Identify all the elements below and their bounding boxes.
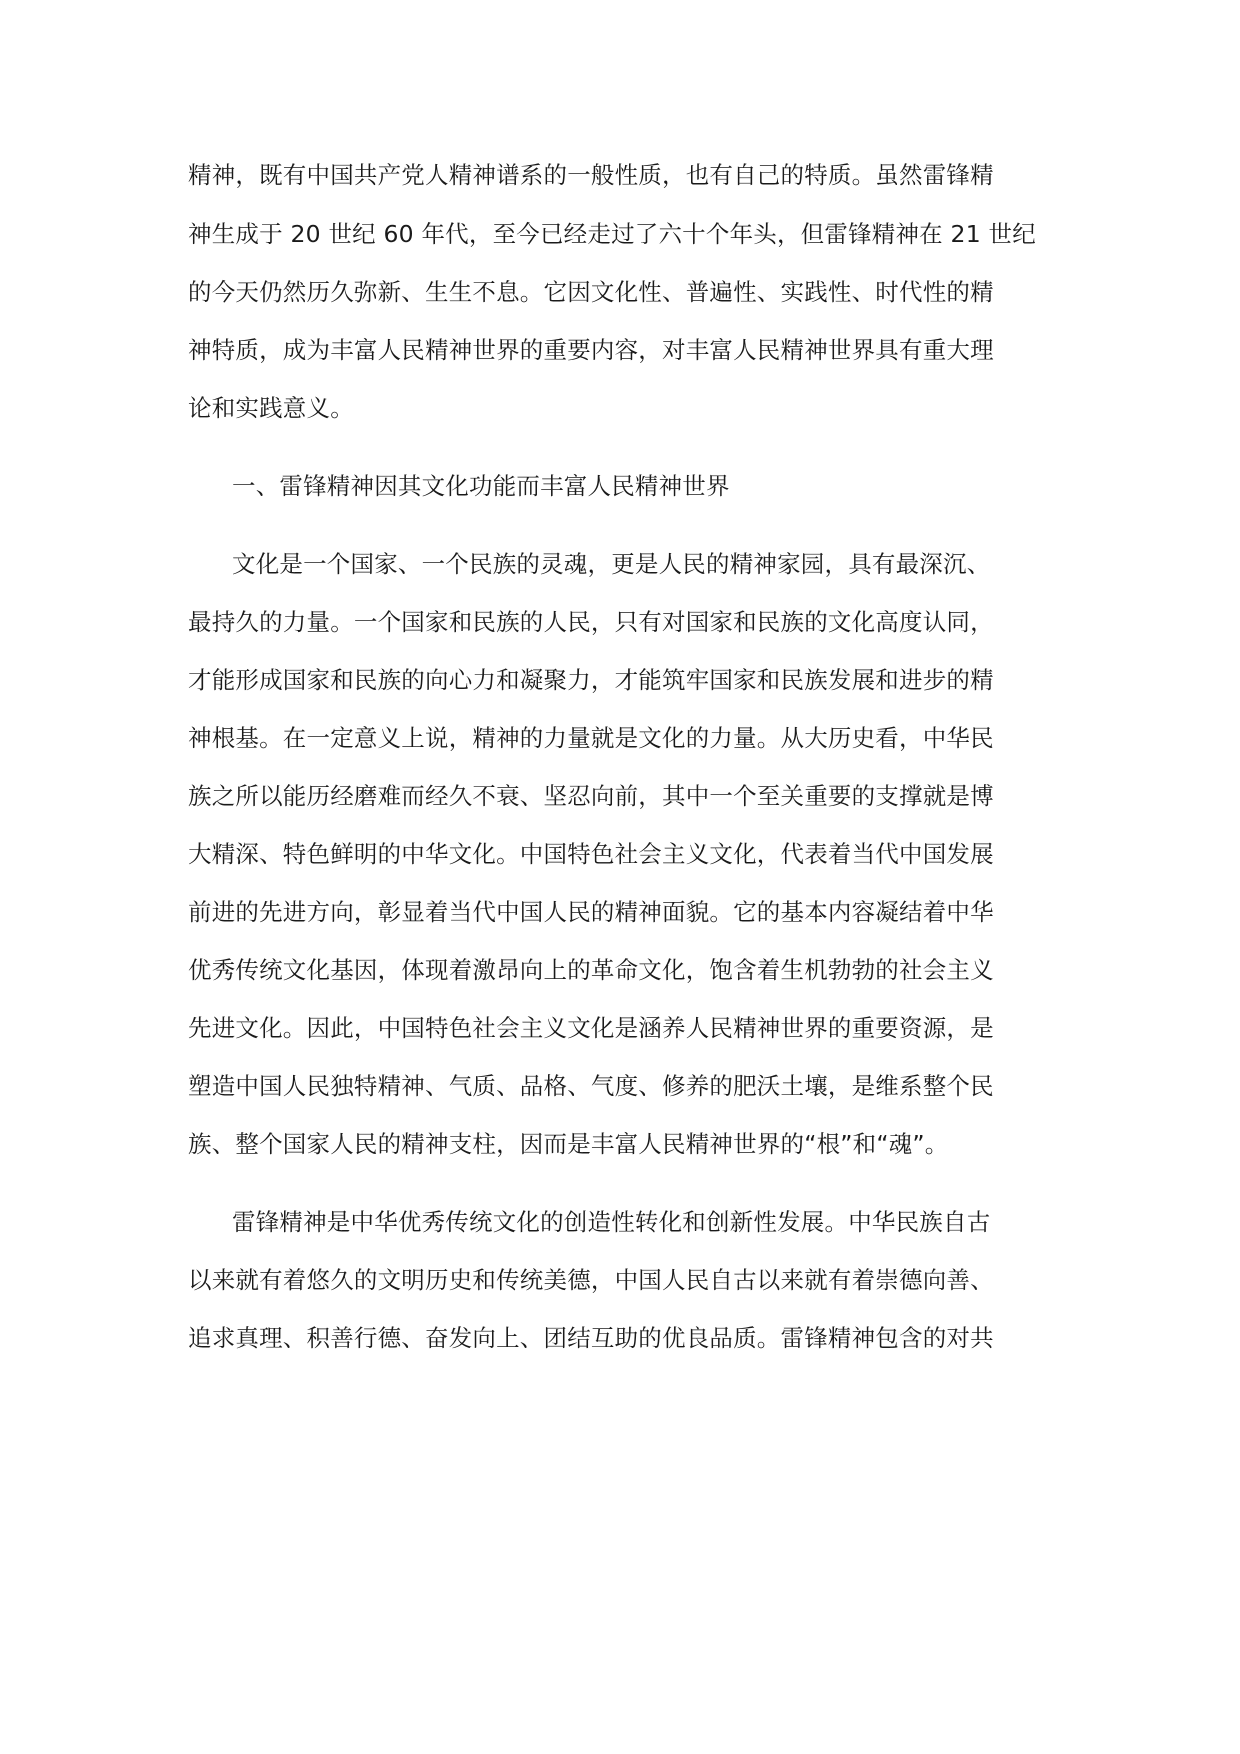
paragraph-line: 以来就有着悠久的文明历史和传统美德，中国人民自古以来就有着崇德向善、	[188, 1266, 994, 1294]
section-heading: 一、雷锋精神因其文化功能而丰富人民精神世界	[232, 472, 730, 500]
paragraph-line: 前进的先进方向，彰显着当代中国人民的精神面貌。它的基本内容凝结着中华	[188, 898, 994, 926]
paragraph-line: 神特质，成为丰富人民精神世界的重要内容，对丰富人民精神世界具有重大理	[188, 336, 994, 364]
paragraph-line: 才能形成国家和民族的向心力和凝聚力，才能筑牢国家和民族发展和进步的精	[188, 666, 994, 694]
paragraph-line: 塑造中国人民独特精神、气质、品格、气度、修养的肥沃土壤，是维系整个民	[188, 1072, 994, 1100]
paragraph-line: 论和实践意义。	[188, 394, 354, 422]
paragraph-line: 先进文化。因此，中国特色社会主义文化是涵养人民精神世界的重要资源，是	[188, 1014, 994, 1042]
paragraph-line: 族、整个国家人民的精神支柱，因而是丰富人民精神世界的“根”和“魂”。	[188, 1130, 949, 1158]
paragraph-line: 大精深、特色鲜明的中华文化。中国特色社会主义文化，代表着当代中国发展	[188, 840, 994, 868]
paragraph-line: 优秀传统文化基因，体现着激昂向上的革命文化，饱含着生机勃勃的社会主义	[188, 956, 994, 984]
paragraph-line: 文化是一个国家、一个民族的灵魂，更是人民的精神家园，具有最深沉、	[232, 550, 991, 578]
paragraph-line: 雷锋精神是中华优秀传统文化的创造性转化和创新性发展。中华民族自古	[232, 1208, 991, 1236]
paragraph-line: 族之所以能历经磨难而经久不衰、坚忍向前，其中一个至关重要的支撑就是博	[188, 782, 994, 810]
paragraph-line: 的今天仍然历久弥新、生生不息。它因文化性、普遍性、实践性、时代性的精	[188, 278, 994, 306]
paragraph-line: 追求真理、积善行德、奋发向上、团结互助的优良品质。雷锋精神包含的对共	[188, 1324, 994, 1352]
paragraph-line: 精神，既有中国共产党人精神谱系的一般性质，也有自己的特质。虽然雷锋精	[188, 161, 994, 189]
paragraph-line: 神根基。在一定意义上说，精神的力量就是文化的力量。从大历史看，中华民	[188, 724, 994, 752]
paragraph-line: 神生成于 20 世纪 60 年代，至今已经走过了六十个年头，但雷锋精神在 21 世纪	[188, 220, 1036, 248]
paragraph-line: 最持久的力量。一个国家和民族的人民，只有对国家和民族的文化高度认同，	[188, 608, 994, 636]
